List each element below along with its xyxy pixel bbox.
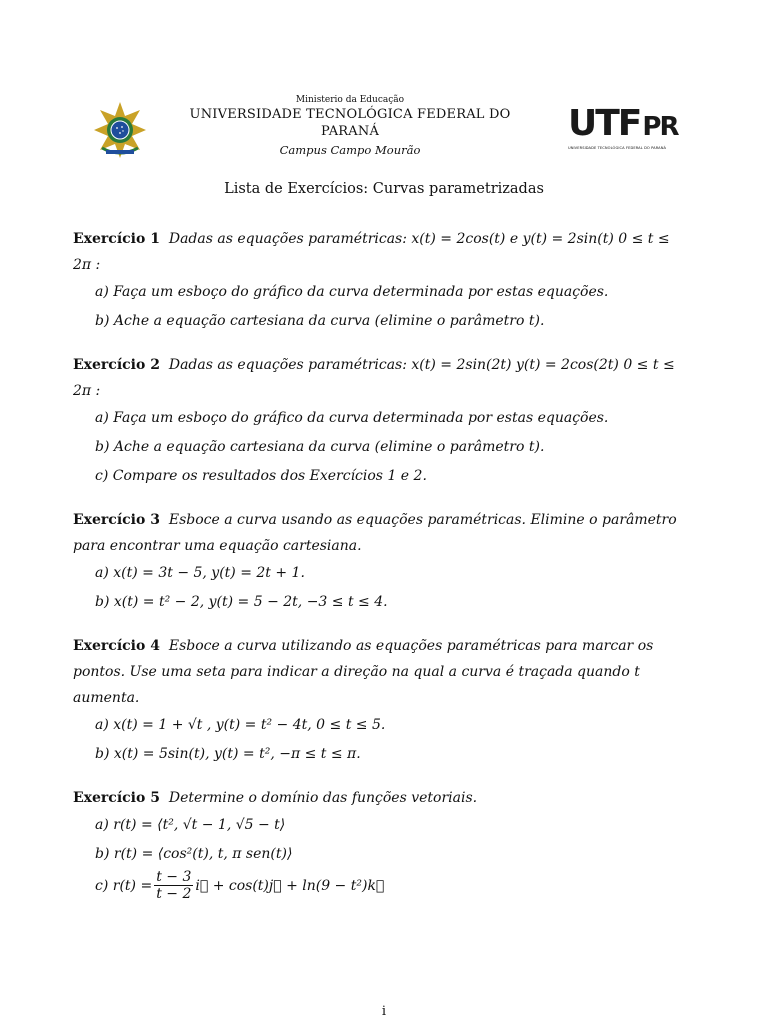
exercise-item: c) Compare os resultados dos Exercícios 1 e 2. [95,468,427,484]
fraction-prefix: c) r(t) = [95,877,153,894]
utfpr-logo-subtext: UNIVERSIDADE TECNOLÓGICA FEDERAL DO PARANÁ [568,146,667,150]
exercise-heading [73,785,685,811]
exercise-list [73,226,685,918]
utfpr-logo-text [568,103,678,145]
exercise-item: b) Ache a equação cartesiana da curva (elimine o parâmetro t). [95,313,545,329]
exercise-item: b) x(t) = 5sin(t), y(t) = t², −π ≤ t ≤ π. [95,746,361,762]
exercise-item: a) x(t) = 1 + √t , y(t) = t² − 4t, 0 ≤ t ≤ 5. [95,717,386,733]
ministry-name: Ministerio da Educação [295,95,405,105]
exercise-4 [73,633,685,769]
exercise-5 [73,785,685,902]
exercise-heading [73,633,685,711]
exercise-2 [73,352,685,491]
exercise-statement: Determine o domínio das funções vetoriais. [168,790,478,806]
exercise-1 [73,226,685,336]
exercise-title: Exercício 1 [73,231,160,247]
exercise-title: Exercício 4 [73,638,160,654]
campus-name: Campus Campo Mourão [279,143,421,157]
exercise-item: a) x(t) = 3t − 5, y(t) = 2t + 1. [95,565,305,581]
logo-pr-part: PR [642,112,678,142]
exercise-item: a) Faça um esboço do gráfico da curva determinada por estas equações. [95,284,609,300]
exercise-item: a) Faça um esboço do gráfico da curva determinada por estas equações. [95,410,609,426]
fraction [154,869,193,902]
exercise-heading [73,226,685,278]
exercise-3 [73,507,685,617]
exercise-heading [73,507,685,559]
page-number: i [381,1004,387,1019]
exercise-title: Exercício 3 [73,512,160,528]
exercise-heading [73,352,685,404]
exercise-item: b) Ache a equação cartesiana da curva (elimine o parâmetro t). [95,439,545,455]
exercise-title: Exercício 5 [73,790,160,806]
institution-header [180,94,520,158]
exercise-item: b) r(t) = ⟨cos²(t), t, π sen(t)⟩ [95,846,293,862]
exercise-item: b) x(t) = t² − 2, y(t) = 5 − 2t, −3 ≤ t ≤ 4. [95,594,388,610]
fraction-numerator: t − 3 [156,869,192,885]
university-name-line2: PARANÁ [320,124,380,139]
exercise-statement: Dadas as equações paramétricas: x(t) = 2cos(t) e y(t) = 2sin(t) 0 ≤ t ≤ 2π : [73,231,670,273]
university-name-line1: UNIVERSIDADE TECNOLÓGICA FEDERAL DO [189,107,511,122]
list-title: Lista de Exercícios: Curvas parametrizadas [224,181,544,197]
fraction-denominator: t − 2 [156,886,192,902]
exercise-item: a) r(t) = ⟨t², √t − 1, √5 − t⟩ [95,817,286,833]
brazil-coat-of-arms-icon [92,100,148,160]
fraction-suffix: i⃗ + cos(t)j⃗ + ln(9 − t²)k⃗ [195,877,385,894]
exercise-item-fraction [95,869,685,902]
exercise-statement: Esboce a curva usando as equações paramétricas. Elimine o parâmetro para encontrar uma equação cartesiana. [73,512,677,554]
exercise-statement: Esboce a curva utilizando as equações paramétricas para marcar os pontos. Use uma seta para indicar a direção na qual a curva é traçada quando t aumenta. [73,638,654,706]
exercise-title: Exercício 2 [73,357,160,373]
utfpr-logo [568,103,678,150]
logo-utf-part: UTF [568,103,641,144]
exercise-statement: Dadas as equações paramétricas: x(t) = 2sin(2t) y(t) = 2cos(2t) 0 ≤ t ≤ 2π : [73,357,675,399]
